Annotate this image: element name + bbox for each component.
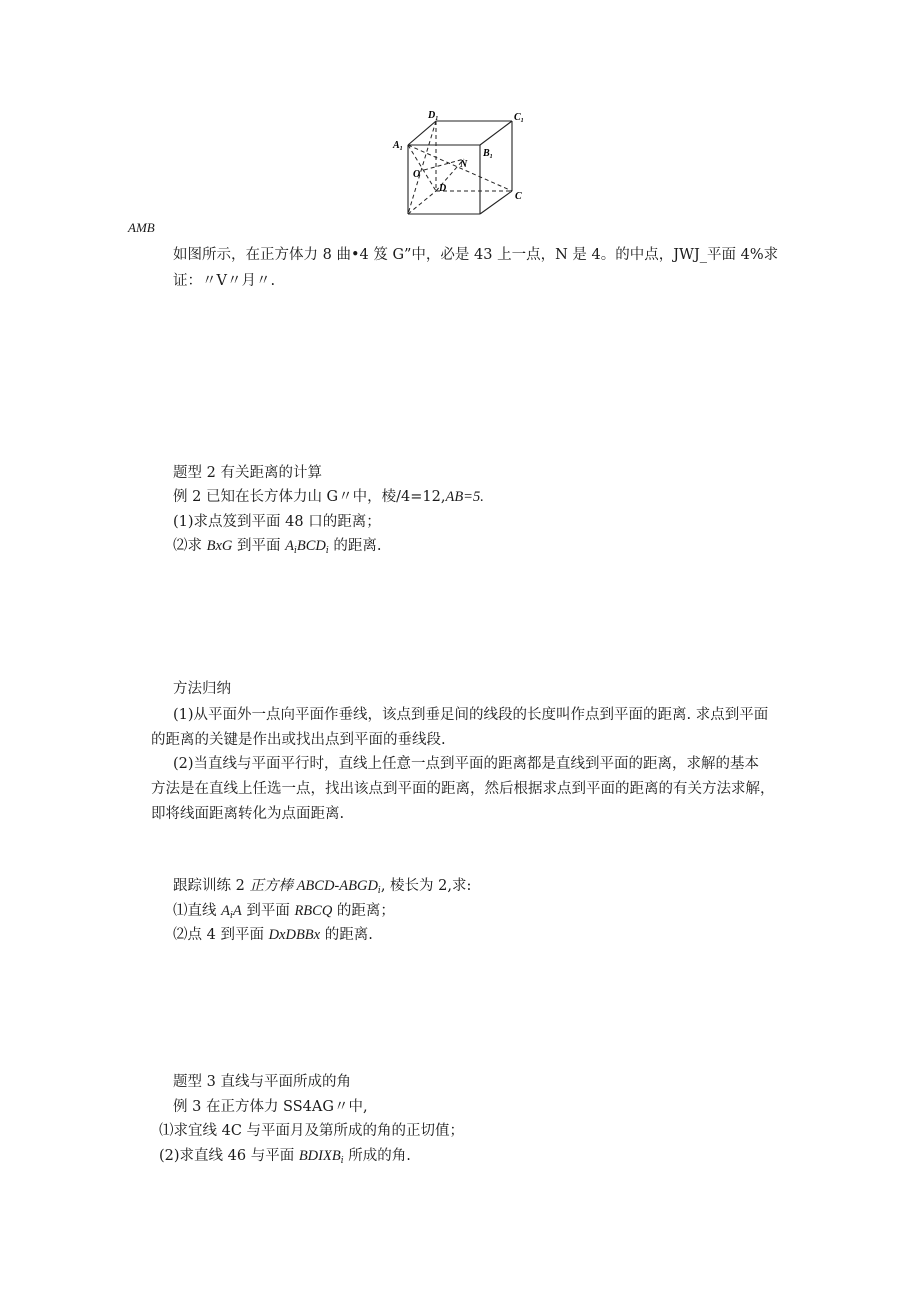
- example1-line1: 如图所示，在正方体力 8 曲•4 笈 G”中，必是 43 上一点，N 是 4。的中点，JWJ_平面 4%求: [173, 247, 779, 263]
- method-title: 方法归纳: [173, 681, 231, 697]
- track2-italic: 正方棒 ABCD-ABGD: [249, 878, 378, 894]
- q2-part-b: BxG: [206, 538, 233, 554]
- t2q2-c: 的距离.: [320, 927, 373, 943]
- q2-sub2: i: [325, 546, 329, 556]
- example2-text: [173, 487, 484, 507]
- t2q2-b: DxDBBx: [268, 927, 321, 943]
- q2-part-d: A: [285, 538, 294, 554]
- type2-title: 题型 2 有关距离的计算: [173, 465, 322, 481]
- cube-figure: [388, 104, 536, 222]
- q2-part-e: BCD: [296, 538, 326, 554]
- t3q2-sub: i: [340, 1156, 344, 1166]
- label-a1: $A_1$: [393, 140, 403, 152]
- t2q1-a: ⑴直线: [173, 903, 222, 919]
- example2-q1: (1)求点笈到平面 48 口的距离；: [173, 514, 381, 530]
- t2q1-f: 的距离；: [332, 903, 395, 919]
- track2-suffix: , 棱长为 2,求:: [380, 878, 472, 894]
- label-n: N: [460, 159, 468, 170]
- label-b1: $B_1$: [483, 148, 493, 160]
- example2-prefix: 例 2 已知在长方体力山 G〃中，棱/4=12,: [173, 489, 446, 505]
- segment-on: [424, 159, 464, 170]
- type3-title: 题型 3 直线与平面所成的角: [173, 1074, 351, 1090]
- track2-title: [173, 876, 471, 901]
- q2-part-a: ⑵求: [173, 538, 207, 554]
- label-d: D: [439, 183, 447, 194]
- t3q2-c: 所成的角.: [343, 1148, 411, 1164]
- edge-b1c1: [480, 121, 512, 145]
- t3q2-b: BDIXB: [298, 1148, 341, 1164]
- t2q1-d: 到平面: [241, 903, 295, 919]
- edge-ad: [408, 191, 436, 214]
- method-p1-l2: 的距离的关键是作出或找出点到平面的垂线段.: [151, 732, 446, 748]
- label-d1: $D_1$: [428, 110, 439, 122]
- t3q2-a: (2)求直线 46 与平面: [159, 1148, 299, 1164]
- label-c: C: [515, 191, 522, 202]
- q2-sub: i: [293, 546, 297, 556]
- example2-italic: AB=5.: [445, 489, 484, 505]
- track2-q1: [173, 901, 395, 926]
- figure-caption-amb: AMB: [128, 220, 155, 235]
- track2-q2: [173, 925, 373, 945]
- method-p2-l3: 即将线面距离转化为点面距离.: [151, 806, 345, 822]
- q2-part-c: 到平面: [232, 538, 286, 554]
- t2q2-a: ⑵点 4 到平面: [173, 927, 269, 943]
- method-p2-l1: (2)当直线与平面平行时，直线上任意一点到平面的距离都是直线到平面的距离，求解的基本: [173, 756, 760, 772]
- track2-sub: i: [377, 886, 381, 896]
- q2-part-f: 的距离.: [328, 538, 382, 554]
- example2-q2: [173, 536, 381, 561]
- method-p2-l2: 方法是在直线上任选一点，找出该点到平面的距离，然后根据求点到平面的距离的有关方法求解，: [151, 781, 775, 797]
- example3-q1: ⑴求宜线 4C 与平面月及第所成的角的正切值；: [159, 1123, 465, 1139]
- edge-a1d1: [408, 121, 436, 145]
- method-p1-l1: (1)从平面外一点向平面作垂线，该点到垂足间的线段的长度叫作点到平面的距离. 求点到平面: [173, 707, 769, 723]
- track2-prefix: 跟踪训练 2: [173, 878, 250, 894]
- edge-bc: [480, 191, 512, 214]
- t2q1-c: A: [232, 903, 242, 919]
- example3-text: 例 3 在正方体力 SS4AG〃中,: [173, 1099, 368, 1115]
- example3-q2: [159, 1146, 411, 1171]
- t2q1-b: A: [221, 903, 230, 919]
- label-c1: $C_1$: [514, 112, 524, 124]
- label-o: O: [413, 169, 421, 180]
- example1-line2: 证：〃V〃月〃.: [173, 273, 276, 289]
- t2q1-e: RBCQ: [294, 903, 333, 919]
- t2q1-sub: i: [229, 911, 233, 921]
